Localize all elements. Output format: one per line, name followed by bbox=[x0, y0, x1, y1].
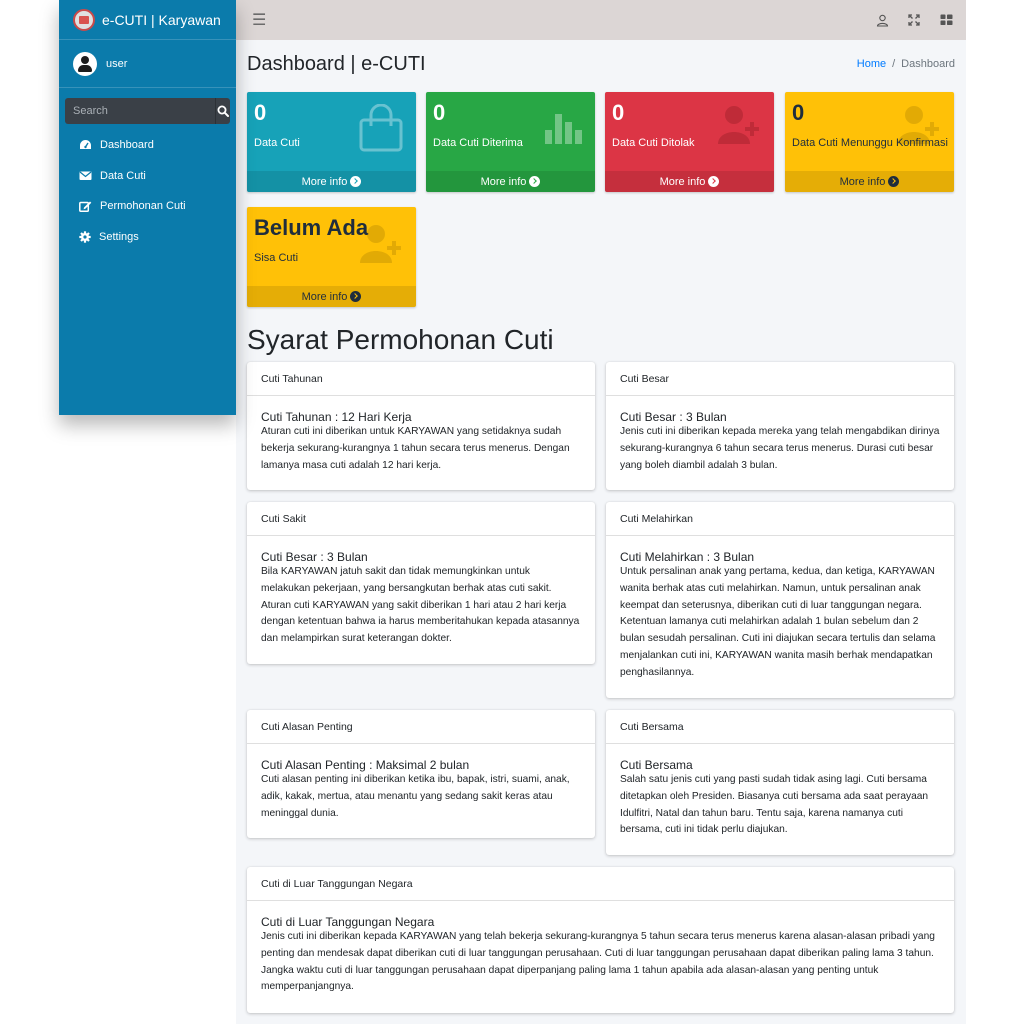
card-text: Cuti alasan penting ini diberikan ketika ibu, bapak, istri, suami, anak, adik, kakak, mertua, atau menantu yang sedang sakit keras atau meninggal dunia. bbox=[261, 774, 570, 819]
stat-value: 0 bbox=[433, 100, 446, 125]
card-text: Jenis cuti ini diberikan kepada KARYAWAN yang telah bekerja sekurang-kurangnya 5 tahun secara terus menerus karena alasan-alasan pribadi yang penting dan mendesak dapat diberikan cuti di luar tanggungan perusahaan. Cuti di luar tanggungan perusahaan dapat diberikan paling lama 3 tahun. Jangka waktu cuti di luar tanggungan perusahaan dapat diperpanjang paling lama 1 tahun apabila ada alasan-alasan yang penting untuk memperpanjangnya. bbox=[261, 931, 935, 993]
more-info-label: More info bbox=[659, 175, 706, 188]
card-cuti-melahirkan bbox=[606, 502, 954, 698]
stat-value: Belum Ada bbox=[254, 215, 369, 240]
breadcrumb-separator: / bbox=[892, 58, 896, 70]
card-text: Aturan cuti ini diberikan untuk KARYAWAN yang setidaknya sudah bekerja sekurang-kurangnya 1 tahun secara terus menerus. Dengan lamanya masa cuti adalah 12 hari kerja. bbox=[261, 426, 570, 471]
user-plus-icon bbox=[716, 104, 762, 146]
more-info-link[interactable] bbox=[247, 286, 416, 307]
card-text: Bila KARYAWAN jatuh sakit dan tidak memungkinkan untuk melakukan pekerjaan, yang bersangkutan berhak atas cuti sakit. Aturan cuti KARYAWAN yang sakit diberikan 1 hari atau 2 hari kerja dengan ketentuan bahwa ia harus memberitahukan kepada atasannya dan melampirkan surat keterangan dokter. bbox=[261, 566, 580, 645]
search-button[interactable] bbox=[215, 98, 230, 124]
stat-label: Data Cuti Menunggu Konfirmasi bbox=[792, 137, 948, 149]
stat-label: Data Cuti Diterima bbox=[433, 137, 523, 149]
breadcrumb-current: Dashboard bbox=[901, 58, 955, 70]
stat-value: 0 bbox=[792, 100, 805, 125]
card-header: Cuti Bersama bbox=[606, 710, 954, 744]
user-plus-icon bbox=[358, 223, 404, 265]
sidebar-item-label: Dashboard bbox=[100, 139, 154, 152]
grid-icon[interactable] bbox=[938, 12, 954, 28]
hamburger-icon[interactable]: ☰ bbox=[252, 12, 267, 29]
sidebar-search bbox=[65, 98, 230, 124]
card-header: Cuti Sakit bbox=[247, 502, 595, 536]
sidebar-item-label: Permohonan Cuti bbox=[100, 200, 186, 213]
card-header: Cuti di Luar Tanggungan Negara bbox=[247, 867, 954, 901]
card-header: Cuti Melahirkan bbox=[606, 502, 954, 536]
card-cuti-sakit bbox=[247, 502, 595, 664]
card-cuti-tahunan bbox=[247, 362, 595, 490]
top-navbar bbox=[236, 0, 966, 40]
content-wrapper bbox=[236, 40, 966, 1024]
arrow-circle-right-icon bbox=[708, 176, 719, 187]
card-header: Cuti Tahunan bbox=[247, 362, 595, 396]
breadcrumb-home-link[interactable]: Home bbox=[856, 58, 887, 70]
sidebar-item-data-cuti[interactable] bbox=[59, 161, 236, 192]
card-cuti-alasan-penting bbox=[247, 710, 595, 838]
card-body bbox=[247, 536, 595, 658]
card-text: Untuk persalinan anak yang pertama, kedua, dan ketiga, KARYAWAN wanita berhak atas cuti melahirkan. Namun, untuk persalinan anak keempat dan seterusnya, diberikan cuti di luar tanggungan negara. Ketentuan lamanya cuti melahirkan adalah 1 bulan sebelum dan 2 bulan sesudah persalinan. Cuti ini diajukan secara tertulis dan selama menjalankan cuti ini, KARYAWAN wanita masih berhak mendapatkan penghasilannya. bbox=[620, 566, 936, 678]
card-body bbox=[606, 396, 954, 484]
stat-value: 0 bbox=[612, 100, 625, 125]
arrow-circle-right-icon bbox=[888, 176, 899, 187]
shopping-bag-icon bbox=[358, 104, 404, 152]
card-title: Cuti di Luar Tanggungan Negara bbox=[261, 915, 435, 929]
card-body bbox=[247, 744, 595, 832]
content-header bbox=[247, 51, 955, 77]
sidebar-item-label: Data Cuti bbox=[100, 169, 146, 182]
stat-box-data-cuti-ditolak bbox=[605, 92, 774, 192]
search-icon bbox=[217, 105, 229, 117]
brand-link[interactable] bbox=[59, 0, 236, 40]
card-header: Cuti Alasan Penting bbox=[247, 710, 595, 744]
arrow-circle-right-icon bbox=[529, 176, 540, 187]
gear-icon bbox=[79, 231, 91, 243]
sidebar-item-permohonan-cuti[interactable] bbox=[59, 191, 236, 222]
more-info-link[interactable] bbox=[605, 171, 774, 192]
more-info-label: More info bbox=[839, 175, 886, 188]
expand-icon[interactable] bbox=[906, 12, 922, 28]
card-body bbox=[606, 536, 954, 692]
sidebar bbox=[59, 0, 236, 415]
more-info-label: More info bbox=[301, 175, 348, 188]
sidebar-nav bbox=[59, 130, 236, 252]
card-title: Cuti Alasan Penting : Maksimal 2 bulan bbox=[261, 758, 470, 772]
card-body bbox=[606, 744, 954, 849]
envelope-icon bbox=[79, 170, 92, 181]
sidebar-item-label: Settings bbox=[99, 230, 139, 243]
page-title: Dashboard | e-CUTI bbox=[247, 52, 426, 75]
user-name: user bbox=[106, 57, 128, 70]
more-info-link[interactable] bbox=[247, 171, 416, 192]
stat-label: Data Cuti bbox=[254, 137, 300, 149]
card-title: Cuti Besar : 3 Bulan bbox=[261, 550, 368, 564]
card-title: Cuti Tahunan : 12 Hari Kerja bbox=[261, 410, 412, 424]
card-title: Cuti Melahirkan : 3 Bulan bbox=[620, 550, 755, 564]
card-body bbox=[247, 396, 595, 484]
stat-label: Sisa Cuti bbox=[254, 252, 299, 264]
breadcrumb bbox=[857, 58, 955, 70]
stat-box-data-cuti bbox=[247, 92, 416, 192]
card-body bbox=[247, 901, 954, 1006]
sidebar-item-dashboard[interactable] bbox=[59, 130, 236, 161]
app-window bbox=[59, 0, 966, 1024]
card-cuti-besar bbox=[606, 362, 954, 490]
stat-value: 0 bbox=[254, 100, 267, 125]
more-info-link[interactable] bbox=[426, 171, 595, 192]
stat-box-menunggu-konfirmasi bbox=[785, 92, 954, 192]
stat-label: Data Cuti Ditolak bbox=[612, 137, 695, 149]
card-cuti-luar-tanggungan bbox=[247, 867, 954, 1013]
sidebar-item-settings[interactable] bbox=[59, 222, 236, 253]
avatar bbox=[73, 52, 97, 76]
card-title: Cuti Besar : 3 Bulan bbox=[620, 410, 727, 424]
search-input[interactable] bbox=[65, 98, 215, 124]
card-text: Salah satu jenis cuti yang pasti sudah tidak asing lagi. Cuti bersama ditetapkan oleh Presiden. Biasanya cuti bersama ada saat perayaan Idulfitri, Natal dan tahun baru. Tentu saja, karena namanya cuti bersama, cuti ini tidak perlu diajukan. bbox=[620, 774, 929, 836]
navbar-right bbox=[874, 12, 954, 28]
brand-logo-icon bbox=[73, 9, 95, 31]
user-icon[interactable] bbox=[874, 12, 890, 28]
section-title: Syarat Permohonan Cuti bbox=[247, 324, 554, 355]
arrow-circle-right-icon bbox=[350, 291, 361, 302]
more-info-label: More info bbox=[480, 175, 527, 188]
user-panel[interactable] bbox=[59, 40, 236, 88]
more-info-link[interactable] bbox=[785, 171, 954, 192]
bar-chart-icon bbox=[543, 104, 583, 148]
brand-title: e-CUTI | Karyawan bbox=[102, 11, 221, 28]
edit-icon bbox=[79, 200, 92, 212]
more-info-label: More info bbox=[301, 290, 348, 303]
card-header: Cuti Besar bbox=[606, 362, 954, 396]
card-title: Cuti Bersama bbox=[620, 758, 693, 772]
tachometer-icon bbox=[79, 139, 92, 151]
stat-box-data-cuti-diterima bbox=[426, 92, 595, 192]
card-cuti-bersama bbox=[606, 710, 954, 855]
arrow-circle-right-icon bbox=[350, 176, 361, 187]
stat-box-sisa-cuti bbox=[247, 207, 416, 307]
card-text: Jenis cuti ini diberikan kepada mereka yang telah mengabdikan dirinya sekurang-kurangnya 6 tahun secara terus menerus. Durasi cuti besar yang boleh diambil adalah 3 bulan. bbox=[620, 426, 940, 471]
